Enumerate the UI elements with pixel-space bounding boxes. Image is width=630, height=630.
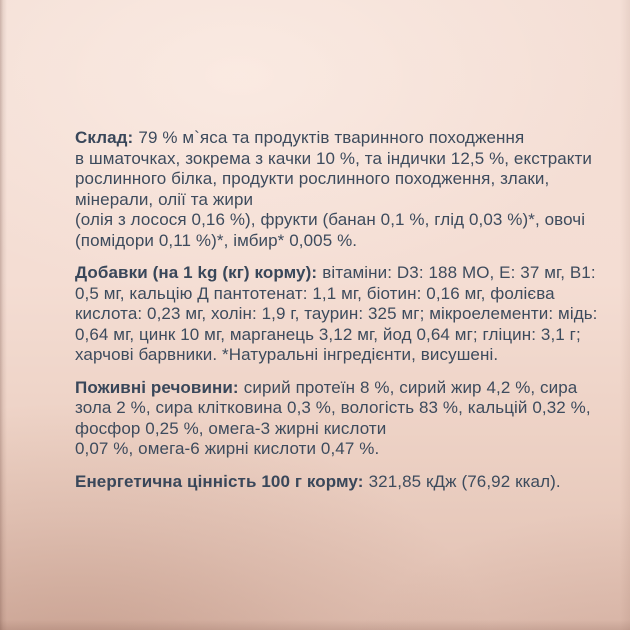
nutrients-line: 0,07 %, омега-6 жирні кислоти 0,47 %. [75, 439, 380, 458]
nutrition-info-block [75, 128, 598, 492]
composition-heading: Склад: [75, 128, 134, 147]
composition-line [75, 128, 575, 149]
nutrients-line [75, 377, 578, 399]
additives-text: вітаміни: D3: 188 МО, E: 37 мг, B1: [322, 263, 596, 282]
energy-heading: Енергетична цінність 100 г корму: [75, 471, 364, 491]
composition-line: мінерали, олії та жири [75, 189, 254, 209]
additives-line: 0,64 мг, цинк 10 мг, марганець 3,12 мг, йод 0,64 мг; гліцин: 3,1 г; [75, 324, 581, 344]
nutrients-section [75, 377, 591, 460]
nutrients-line: фосфор 0,25 %, омега-3 жирні кислоти [75, 418, 387, 438]
additives-line: харчові барвники. *Натуральні інгредієнти, висушені. [75, 345, 499, 364]
left-edge-shading [0, 0, 7, 630]
energy-line [75, 472, 575, 493]
energy-text: 321,85 кДж (76,92 ккал). [368, 471, 561, 491]
additives-line: 0,5 мг, кальцію Д пантотенат: 1,1 мг, біотин: 0,16 мг, фолієва [75, 283, 555, 303]
nutrients-line: зола 2 %, сира клітковина 0,3 %, вологість 83 %, кальцій 0,32 %, [75, 398, 591, 417]
composition-line: рослинного білка, продукти рослинного походження, злаки, [75, 169, 550, 188]
composition-section [75, 128, 593, 251]
additives-line: кислота: 0,23 мг, холін: 1,9 г, таурин: 325 мг; мікроелементи: мідь: [75, 304, 598, 323]
composition-text: 79 % м`яса та продуктів тваринного походження [138, 128, 525, 147]
additives-line [75, 263, 596, 284]
additives-heading: Добавки (на 1 kg (кг) корму): [75, 263, 318, 282]
bottom-edge-shading [0, 620, 630, 630]
composition-line: (помідори 0,11 %)*, імбир* 0,005 %. [75, 230, 358, 250]
nutrients-heading: Поживні речовини: [75, 377, 239, 397]
additives-section [75, 263, 598, 366]
composition-line: в шматочках, зокрема з качки 10 %, та індички 12,5 %, екстракти [75, 148, 593, 168]
energy-section [75, 472, 575, 493]
nutrients-text: сирий протеїн 8 %, сирий жир 4,2 %, сира [243, 377, 578, 397]
right-edge-shading [620, 0, 630, 630]
composition-line: (олія з лосося 0,16 %), фрукти (банан 0,1 %, глід 0,03 %)*, овочі [75, 210, 586, 229]
